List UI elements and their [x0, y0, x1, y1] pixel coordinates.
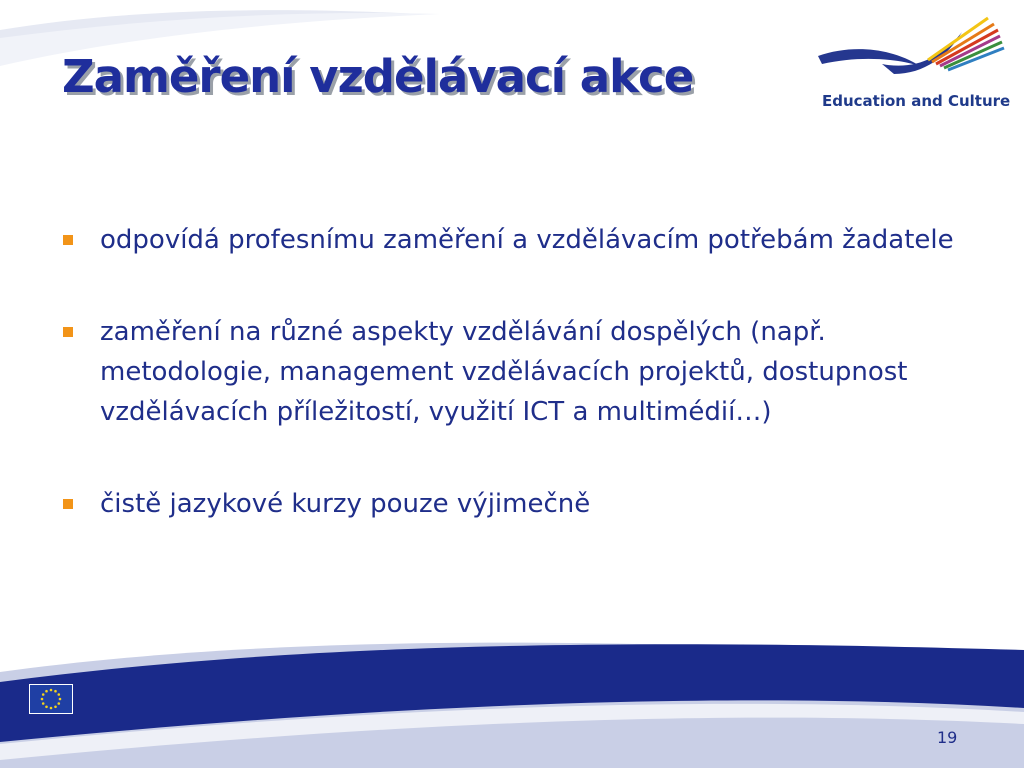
bullet-list [60, 220, 960, 524]
bullet-marker-icon [63, 499, 73, 509]
slide-title: Zaměření vzdělávací akce [62, 50, 694, 103]
list-item [60, 484, 960, 524]
page-number: 19 [937, 728, 958, 747]
bullet-text: odpovídá profesnímu zaměření a vzdělávacím potřebám žadatele [100, 225, 954, 255]
eu-flag-icon [29, 684, 73, 714]
bullet-marker-icon [63, 235, 73, 245]
list-item [60, 312, 960, 432]
bullet-text: zaměření na různé aspekty vzdělávání dospělých (např. metodologie, management vzdělávacích projektů, dostupnost vzdělávacích příležitostí, využití ICT a multimédií…) [100, 317, 908, 427]
bullet-text: čistě jazykové kurzy pouze výjimečně [100, 489, 591, 519]
bullet-marker-icon [63, 327, 73, 337]
bottom-wave-decoration [0, 620, 1024, 768]
list-item [60, 220, 960, 260]
logo-text: Education and Culture [822, 92, 1011, 110]
education-and-culture-bird-logo-icon [812, 14, 1008, 94]
education-and-culture-logo [812, 14, 1011, 114]
